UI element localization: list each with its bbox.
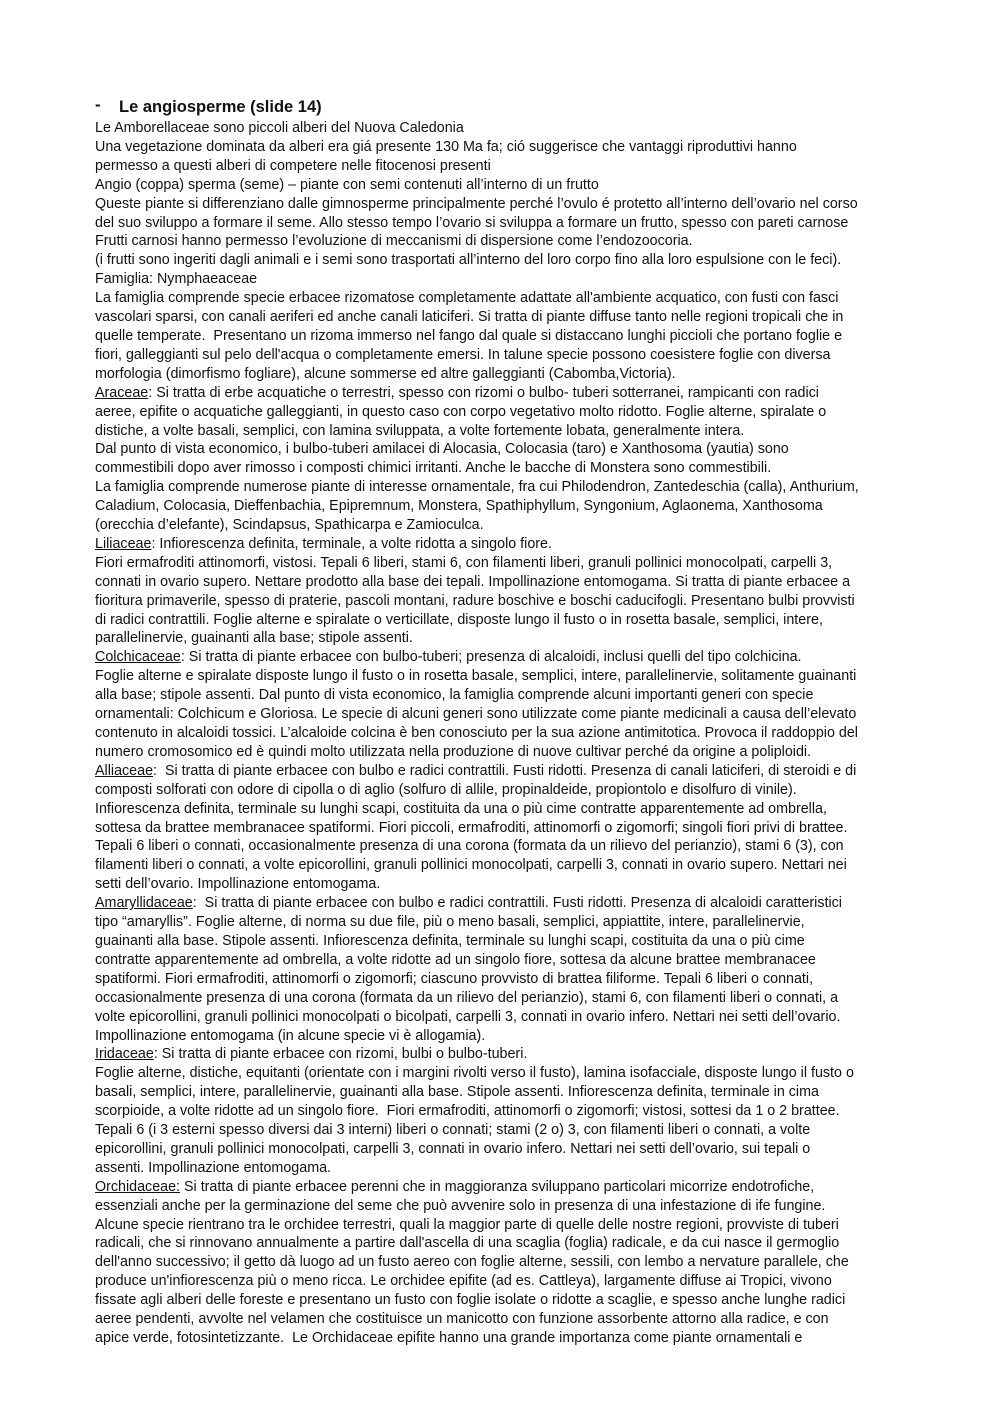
line-text: distiche, a volte basali, semplici, con lamina sviluppata, a volte fortemente lobata, generalmente intera.: [95, 422, 745, 439]
line-text: Tepali 6 liberi o connati, occasionalmente presenza di una corona (formata da un rilievo del perianzio), stami 6 (3), con: [95, 838, 844, 855]
line-text: epicorollini, granuli pollinici monocolpati, carpelli 3, connati in ovario infero. Nettari nei setti dell’ovario, sui tepali o: [95, 1140, 811, 1157]
line-text: numero cromosomico ed è quindi molto utilizzata nella produzione di nuove cultivar perché da origine a poliploidi.: [95, 743, 812, 760]
line-text: : Infiorescenza definita, terminale, a volte ridotta a singolo fiore.: [151, 535, 552, 552]
line-text: ornamentali: Colchicum e Gloriosa. Le specie di alcuni generi sono utilizzate come piante medicinali a causa dell’elevato: [95, 706, 857, 723]
paragraph: [95, 232, 915, 251]
text-line: [95, 403, 915, 422]
line-text: guainanti alla base. Stipole assenti. Infiorescenza definita, terminale su lunghi scapi, costituita da una o più cime: [95, 932, 805, 949]
family-paragraph: [95, 894, 915, 1045]
paragraph: [95, 119, 915, 138]
text-line: [95, 875, 915, 894]
line-text: Impollinazione entomogama (in alcune specie vi è allogamia).: [95, 1027, 486, 1044]
text-line: [95, 667, 915, 686]
line-text: sottesa da brattee membranacee spatiformi. Fiori piccoli, ermafroditi, attinomorfi o zigomorfi; singoli fiori privi di brattee.: [95, 819, 848, 836]
text-line: [95, 1178, 915, 1197]
text-line: [95, 1121, 915, 1140]
paragraph: [95, 138, 915, 176]
text-line: [95, 1008, 915, 1027]
text-line: [95, 856, 915, 875]
text-line: [95, 1291, 915, 1310]
line-text: La famiglia comprende specie erbacee rizomatose completamente adattate all'ambiente acquatico, con fusti con fasci: [95, 290, 839, 307]
family-name-label: Alliaceae: [95, 762, 154, 779]
heading-bullet: -: [95, 96, 101, 114]
text-line: [95, 1045, 915, 1064]
line-text: Una vegetazione dominata da alberi era giá presente 130 Ma fa; ció suggerisce che vantaggi riproduttivi hanno: [95, 138, 797, 155]
paragraph: [95, 195, 915, 233]
text-line: [95, 913, 915, 932]
text-line: [95, 232, 915, 251]
line-text: fioritura primaverile, spesso di praterie, pascoli montani, radure boschive e boschi caducifogli. Presentano bulbi provvisti: [95, 592, 855, 609]
line-text: radicali, che si rinnovano annualmente a partire dall'ascella di una scaglia (foglia) radicale, e da cui nasce il germoglio: [95, 1235, 840, 1252]
text-line: [95, 497, 915, 516]
line-text: fissate agli alberi delle foreste e presentano un fusto con foglie isolate o ridotte a scaglie, e spesso anche lunghe radici: [95, 1292, 846, 1309]
line-text: aeree, epifite o acquatiche galleggianti, in questo caso con corpo vegetativo molto ridotto. Foglie alterne, spiralate o: [95, 403, 827, 420]
line-text: Infiorescenza definita, terminale su lunghi scapi, costituita da una o più cime contratte apparentemente ad ombrella,: [95, 800, 827, 817]
line-text: : Si tratta di piante erbacee con bulbo e radici contrattili. Fusti ridotti. Presenza di alcaloidi caratteristici: [192, 895, 842, 912]
text-line: [95, 1253, 915, 1272]
line-text: produce un'infiorescenza più o meno ricca. Le orchidee epifite (ad es. Cattleya), largamente diffuse ai Tropici, vivono: [95, 1273, 832, 1290]
text-line: [95, 1197, 915, 1216]
text-line: [95, 554, 915, 573]
family-paragraph: [95, 762, 915, 894]
text-line: [95, 648, 915, 667]
text-line: [95, 970, 915, 989]
text-line: [95, 743, 915, 762]
paragraph: [95, 667, 915, 762]
family-paragraph: [95, 1178, 915, 1348]
text-line: [95, 762, 915, 781]
text-line: [95, 573, 915, 592]
line-text: : Si tratta di piante erbacee con bulbo-tuberi; presenza di alcaloidi, inclusi quelli del tipo colchicina.: [180, 649, 802, 666]
line-text: Foglie alterne e spiralate disposte lungo il fusto o in rosetta basale, semplici, intere, parallelinervie, solitamente guainanti: [95, 668, 857, 685]
text-line: [95, 686, 915, 705]
text-line: [95, 1234, 915, 1253]
text-line: [95, 478, 915, 497]
line-text: commestibili dopo aver rimosso i composti chimici irritanti. Anche le bacche di Monstera sono commestibili.: [95, 460, 772, 477]
section-heading: [95, 96, 915, 118]
text-line: [95, 384, 915, 403]
line-text: : Si tratta di erbe acquatiche o terrestri, spesso con rizomi o bulbo- tuberi sotterranei, rampicanti con radici: [148, 384, 819, 401]
family-name-label: Liliaceae: [95, 535, 152, 552]
paragraph: [95, 251, 915, 270]
text-line: [95, 365, 915, 384]
line-text: Alcune specie rientrano tra le orchidee terrestri, quali la maggior parte di quelle delle nostre regioni, provviste di tuberi: [95, 1216, 839, 1233]
text-line: [95, 346, 915, 365]
text-line: [95, 251, 915, 270]
line-text: Queste piante si differenziano dalle gimnosperme principalmente perché l’ovulo é protetto all’interno dell’ovario nel corso: [95, 195, 858, 212]
text-line: [95, 932, 915, 951]
text-line: [95, 1140, 915, 1159]
text-line: [95, 1083, 915, 1102]
line-text: Foglie alterne, distiche, equitanti (orientate con i margini rivolti verso il fusto), lamina isofacciale, disposte lungo il fusto o: [95, 1065, 854, 1082]
text-line: [95, 1272, 915, 1291]
text-line: [95, 440, 915, 459]
text-line: [95, 894, 915, 913]
paragraph: [95, 478, 915, 535]
text-line: [95, 1216, 915, 1235]
line-text: Dal punto di vista economico, i bulbo-tuberi amilacei di Alocasia, Colocasia (taro) e Xanthosoma (yautia) sono: [95, 441, 789, 458]
family-name-label: Orchidaceae:: [95, 1178, 181, 1195]
line-text: di radici contrattili. Foglie alterne e spiralate o verticillate, disposte lungo il fusto o in rosetta basale, semplici, intere,: [95, 611, 823, 628]
text-line: [95, 138, 915, 157]
line-text: contenuto in alcaloidi tossici. L’alcaloide colcina è ben conosciuto per la sua azione antimitotica. Provoca il raddoppio del: [95, 725, 858, 741]
line-text: connati in ovario supero. Nettare prodotto alla base dei tepali. Impollinazione entomogama. Si tratta di piante erbacee a: [95, 573, 851, 590]
line-text: scorpioide, a volte ridotte ad un singolo fiore. Fiori ermafroditi, attinomorfi o zigomorfi; vistosi, sottesi da 1 o 2 brattee.: [95, 1103, 840, 1120]
family-name-label: Amaryllidaceae: [95, 895, 193, 912]
paragraph: [95, 554, 915, 649]
line-text: (orecchia d’elefante), Scindapsus, Spathicarpa e Zamioculca.: [95, 517, 484, 534]
text-line: [95, 289, 915, 308]
text-line: [95, 781, 915, 800]
text-line: [95, 1027, 915, 1046]
line-text: dell'anno successivo; il getto dà luogo ad un fusto aereo con foglie alterne, sessili, con lembo a nervature parallele, che: [95, 1254, 849, 1271]
paragraph: [95, 270, 915, 289]
paragraph: [95, 440, 915, 478]
text-line: [95, 724, 915, 743]
line-text: Caladium, Colocasia, Dieffenbachia, Epipremnum, Monstera, Spathiphyllum, Syngonium, Aglaonema, Xanthosoma: [95, 498, 823, 515]
line-text: apice verde, fotosintetizzante. Le Orchidaceae epifite hanno una grande importanza come piante ornamentali e: [95, 1330, 803, 1346]
text-line: [95, 592, 915, 611]
family-paragraph: [95, 384, 915, 441]
line-text: assenti. Impollinazione entomogama.: [95, 1159, 332, 1176]
family-name-label: Araceae: [95, 384, 149, 401]
paragraph: [95, 289, 915, 384]
line-text: vascolari sparsi, con canali aeriferi ed anche canali laticiferi. Si tratta di piante diffuse tanto nelle regioni tropicali che in: [95, 309, 844, 326]
line-text: setti dell’ovario. Impollinazione entomogama.: [95, 876, 381, 893]
line-text: spatiformi. Fiori ermafroditi, attinomorfi o zigomorfi; ciascuno provvisto di brattea filiforme. Tepali 6 liberi o connati,: [95, 970, 814, 987]
line-text: (i frutti sono ingeriti dagli animali e i semi sono trasportati all’interno del loro corpo fino alla loro espulsione con le feci).: [95, 252, 842, 269]
text-line: [95, 951, 915, 970]
line-text: Famiglia: Nymphaeaceae: [95, 271, 258, 288]
text-line: [95, 1159, 915, 1178]
text-line: [95, 535, 915, 554]
line-text: tipo “amaryllis”. Foglie alterne, di norma su due file, più o meno basali, semplici, appiattite, intere, parallelinervie,: [95, 914, 805, 931]
text-line: [95, 989, 915, 1008]
line-text: Tepali 6 (i 3 esterni spesso diversi dai 3 interni) liberi o connati; stami (2 o) 3, con filamenti liberi o connati, a volte: [95, 1122, 811, 1139]
line-text: alla base; stipole assenti. Dal punto di vista economico, la famiglia comprende alcuni importanti generi con specie: [95, 687, 814, 704]
line-text: Fiori ermafroditi attinomorfi, vistosi. Tepali 6 liberi, stami 6, con filamenti liberi, granuli pollinici monocolpati, carpelli 3,: [95, 554, 833, 571]
family-paragraph: [95, 1045, 915, 1064]
text-line: [95, 837, 915, 856]
line-text: basali, semplici, intere, parallelinervie, guainanti alla base. Stipole assenti. Infiorescenza definita, terminale in cima: [95, 1084, 819, 1101]
text-line: [95, 119, 915, 138]
line-text: Angio (coppa) sperma (seme) – piante con semi contenuti all’interno di un frutto: [95, 176, 599, 193]
line-text: quelle temperate. Presentano un rizoma immerso nel fango dal quale si distaccano lunghi piccioli che portano foglie e: [95, 327, 843, 344]
line-text: Si tratta di piante erbacee perenni che in maggioranza sviluppano particolari micorrize endotrofiche,: [180, 1178, 815, 1195]
text-line: [95, 176, 915, 195]
text-line: [95, 800, 915, 819]
family-name-label: Iridaceae: [95, 1046, 154, 1063]
line-text: Le Amborellaceae sono piccoli alberi del Nuova Caledonia: [95, 120, 464, 136]
heading-title: Le angiosperme (slide 14): [119, 98, 322, 116]
text-line: [95, 459, 915, 478]
line-text: La famiglia comprende numerose piante di interesse ornamentale, fra cui Philodendron, Zantedeschia (calla), Anthurium,: [95, 479, 859, 496]
line-text: occasionalmente presenza di una corona (formata da un rilievo del perianzio), stami 6, con filamenti liberi o connati, a: [95, 989, 839, 1006]
line-text: composti solforati con odore di cipolla o di aglio (solfuro di allile, propinaldeide, propiontolo e disolfuro di vinile).: [95, 781, 797, 798]
text-line: [95, 705, 915, 724]
line-text: fiori, galleggianti sul pelo dell'acqua o completamente emersi. In talune specie possono coesistere foglie con diversa: [95, 346, 831, 363]
line-text: morfologia (dimorfismo fogliare), alcune sommerse ed altre galleggianti (Cabomba,Victoria).: [95, 365, 676, 382]
family-paragraph: [95, 648, 915, 667]
text-line: [95, 422, 915, 441]
text-line: [95, 516, 915, 535]
line-text: volte epicorollini, granuli pollinici monocolpati o bicolpati, carpelli 3, connati in ovario infero. Nettari nei setti dell’ovario.: [95, 1008, 841, 1025]
text-line: [95, 629, 915, 648]
line-text: : Si tratta di piante erbacee con bulbo e radici contrattili. Fusti ridotti. Presenza di canali laticiferi, di steroidi e di: [153, 762, 857, 779]
line-text: Frutti carnosi hanno permesso l’evoluzione di meccanismi di dispersione come l’endozoocoria.: [95, 233, 693, 250]
text-line: [95, 1064, 915, 1083]
family-name-label: Colchicaceae: [95, 649, 181, 666]
body-text: [95, 119, 915, 1348]
text-line: [95, 157, 915, 176]
text-line: [95, 270, 915, 289]
text-line: [95, 819, 915, 838]
line-text: permesso a questi alberi di competere nelle fitocenosi presenti: [95, 157, 491, 174]
family-paragraph: [95, 535, 915, 554]
text-line: [95, 611, 915, 630]
line-text: : Si tratta di piante erbacee con rizomi, bulbi o bulbo-tuberi.: [153, 1046, 528, 1063]
line-text: filamenti liberi o connati, a volte epicorollini, granuli pollinici monocolpati, carpelli 3, connati in ovario supero. Nettari nei: [95, 857, 847, 874]
text-line: [95, 195, 915, 214]
line-text: del suo sviluppo a formare il seme. Allo stesso tempo l’ovario si sviluppa a formare un frutto, spesso con pareti carnose: [95, 214, 849, 231]
text-line: [95, 1310, 915, 1329]
line-text: parallelinervie, guainanti alla base; stipole assenti.: [95, 630, 413, 647]
text-line: [95, 308, 915, 327]
document-page: [95, 96, 915, 1348]
paragraph: [95, 176, 915, 195]
text-line: [95, 1329, 915, 1348]
paragraph: [95, 1064, 915, 1177]
line-text: essenziali anche per la germinazione del seme che può avvenire solo in presenza di una infestazione di ife fungine.: [95, 1197, 826, 1214]
line-text: contratte apparentemente ad ombrella, a volte ridotte ad un singolo fiore, sottesa da alcune brattee membranacee: [95, 951, 816, 968]
text-line: [95, 1102, 915, 1121]
line-text: aeree pendenti, avvolte nel velamen che costituisce un manicotto con funzione assorbente attorno alla radice, e con: [95, 1311, 829, 1328]
text-line: [95, 327, 915, 346]
text-line: [95, 214, 915, 233]
